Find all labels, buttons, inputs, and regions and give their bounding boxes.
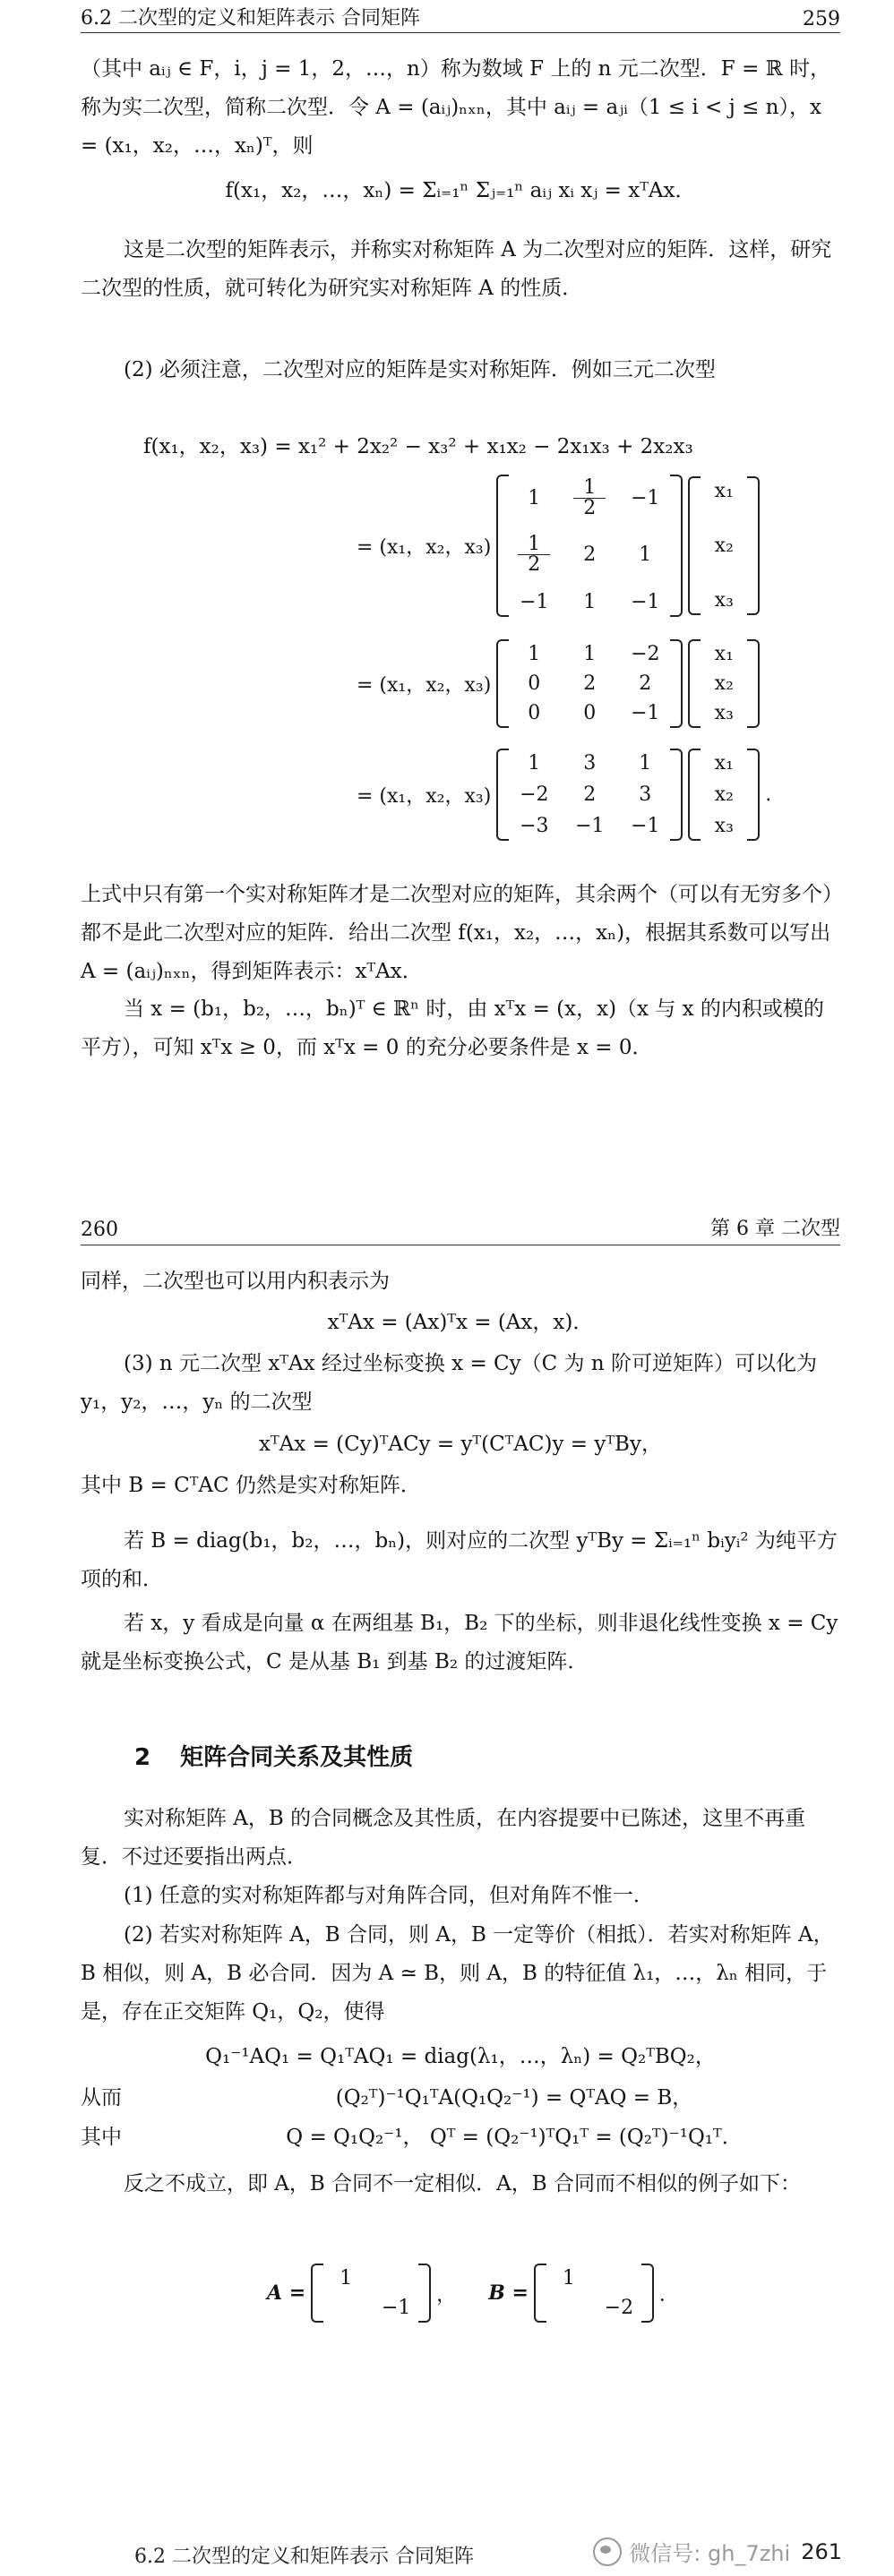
matrix-cell: 0 — [528, 672, 541, 695]
matrix-cell: 1 — [639, 543, 652, 566]
matrix-b — [534, 2264, 654, 2323]
paragraph-concept: 实对称矩阵 A，B 的合同概念及其性质，在内容提要中已陈述，这里不再重复．不过还要指出两点． — [81, 1807, 806, 1869]
next-page-header — [134, 2541, 474, 2569]
equation-thus: (Q₂ᵀ)⁻¹Q₁ᵀA(Q₁Q₂⁻¹) = QᵀAQ = B， — [335, 2086, 693, 2110]
matrix-cell: 1 — [340, 2267, 353, 2289]
vector-cell: x₂ — [714, 672, 734, 695]
matrix-product-1 — [357, 475, 760, 617]
equation-where: Q = Q₁Q₂⁻¹， Qᵀ = (Q₂⁻¹)ᵀQ₁ᵀ = (Q₂ᵀ)⁻¹Q₁ᵀ． — [286, 2126, 743, 2149]
matrix-cell: 1 — [562, 2267, 575, 2289]
matrix-cell: −1 — [631, 815, 660, 837]
matrix-cell: −1 — [631, 591, 660, 613]
end-dot: . — [765, 783, 772, 806]
paragraph-point-1: (1) 任意的实对称矩阵都与对角阵合同，但对角阵不惟一． — [124, 1884, 654, 1907]
paragraph-point-2: (2) 若实对称矩阵 A，B 合同，则 A，B 一定等价（相抵）．若实对称矩阵 A，B 相似，则 A，B 必合同．因为 A ≃ B，则 A，B 的特征值 λ₁，…，λₙ 相同，于是，存在正交矩阵 Q₁，Q₂，使得 — [81, 1923, 834, 2024]
matrix-cell: 1 — [528, 752, 541, 775]
column-vector — [688, 639, 760, 728]
matrix-cell: 1 — [639, 752, 652, 775]
running-header — [81, 1211, 840, 1241]
label-thus: 从而 — [81, 2086, 122, 2110]
matrix-cell: 2 — [583, 783, 597, 806]
matrix-cell: −1 — [520, 591, 549, 613]
paragraph-3: (3) n 元二次型 xᵀAx 经过坐标变换 x = Cy（C 为 n 阶可逆矩阵）可以化为 y₁，y₂，…，yₙ 的二次型 — [81, 1352, 817, 1414]
watermark-text: 微信号: gh_7zhi — [629, 2541, 791, 2566]
equation-ternary-form: f(x₁，x₂，x₃) = x₁² + 2x₂² − x₃² + x₁x₂ − 2x₁x₃ + 2x₂x₃ — [143, 435, 693, 458]
upper-matrix — [496, 639, 683, 728]
matrix-cell: 2 — [583, 543, 597, 566]
matrix-cell: 3 — [639, 783, 652, 806]
matrix-cell: −1 — [575, 815, 605, 837]
matrix-cell: −1 — [631, 702, 660, 724]
section-number: 2 — [134, 1744, 151, 1771]
matrix-cell-fraction: $\frac{1}{2}$ — [516, 535, 552, 575]
equation-inner-product: xᵀAx = (Ax)ᵀx = (Ax，x)． — [327, 1311, 594, 1334]
paragraph-likewise: 同样，二次型也可以用内积表示为 — [81, 1270, 390, 1293]
equation-where-row — [81, 2118, 840, 2157]
matrix-cell: 1 — [583, 643, 597, 665]
footer-page-number: 261 — [801, 2538, 842, 2564]
matrix-cell: −3 — [520, 815, 549, 837]
wechat-icon — [593, 2537, 622, 2566]
paragraph-real-form: （其中 aᵢⱼ ∈ F，i，j = 1，2，…，n）称为数域 F 上的 n 元二次型．F = ℝ 时，称为实二次型，简称二次型．令 A = (aᵢⱼ)ₙₓₙ，其中 aᵢⱼ = aⱼᵢ（1 ≤ i < j ≤ n），x = (x₁，x₂，…，xₙ)ᵀ，则 — [81, 57, 831, 158]
vector-cell: x₁ — [714, 643, 734, 665]
vector-cell: x₃ — [714, 589, 734, 612]
paragraph-coordinates: 若 x，y 看成是向量 α 在两组基 B₁，B₂ 下的坐标，则非退化线性变换 x = Cy 就是坐标变换公式，C 是从基 B₁ 到基 B₂ 的过渡矩阵． — [81, 1612, 838, 1673]
page-number: 260 — [81, 1219, 118, 1241]
row-prefix: = (x₁，x₂，x₃) — [357, 536, 492, 559]
matrix-cell: −2 — [520, 783, 549, 806]
matrix-a — [311, 2264, 431, 2323]
general-matrix — [496, 749, 683, 841]
matrix-product-2 — [357, 639, 760, 728]
matrix-a-label: A = — [267, 2281, 306, 2305]
matrix-cell: 0 — [528, 702, 541, 724]
vector-cell: x₃ — [714, 702, 734, 724]
header-right: 第 6 章 二次型 — [710, 1218, 840, 1240]
matrix-cell: −1 — [631, 487, 660, 509]
paragraph-matrix-representation: 这是二次型的矩阵表示，并称实对称矩阵 A 为二次型对应的矩阵．这样，研究二次型的性质，就可转化为研究实对称矩阵 A 的性质． — [81, 238, 832, 300]
matrix-cell-fraction: $\frac{1}{2}$ — [572, 478, 607, 518]
paragraph-b: 其中 B = CᵀAC 仍然是实对称矩阵． — [81, 1474, 421, 1497]
example-matrices — [267, 2264, 679, 2323]
paragraph-diag: 若 B = diag(b₁，b₂，…，bₙ)，则对应的二次型 yᵀBy = Σᵢ₌₁ⁿ bᵢyᵢ² 为纯平方项的和． — [81, 1529, 838, 1591]
matrix-cell: 2 — [639, 672, 652, 695]
vector-cell: x₂ — [714, 783, 734, 806]
matrix-cell: 3 — [583, 752, 597, 775]
row-prefix: = (x₁，x₂，x₃) — [357, 785, 492, 808]
paragraph-inner-product: 当 x = (b₁，b₂，…，bₙ)ᵀ ∈ ℝⁿ 时，由 xᵀx = (x，x)（x 与 x 的内积或模的平方），可知 xᵀx ≥ 0，而 xᵀx = 0 的充分必要条件是 x = 0． — [81, 997, 824, 1059]
section-heading — [134, 1739, 413, 1772]
running-header — [81, 0, 840, 30]
row-prefix: = (x₁，x₂，x₃) — [357, 674, 492, 697]
column-vector — [688, 476, 760, 615]
vector-cell: x₁ — [714, 480, 734, 502]
vector-cell: x₃ — [714, 815, 734, 837]
matrix-cell: 1 — [528, 487, 541, 509]
header-rule — [81, 32, 840, 33]
matrix-cell: −1 — [381, 2297, 411, 2319]
matrix-cell: 2 — [583, 672, 597, 695]
footer-text: 6.2 二次型的定义和矩阵表示 合同矩阵 — [134, 2546, 474, 2568]
label-where: 其中 — [81, 2126, 122, 2149]
matrix-cell: 1 — [583, 591, 597, 613]
paragraph-note-2: (2) 必须注意，二次型对应的矩阵是实对称矩阵．例如三元二次型 — [124, 358, 716, 381]
matrix-cell: 1 — [528, 643, 541, 665]
watermark — [593, 2536, 842, 2567]
matrix-cell: 0 — [583, 702, 597, 724]
section-title: 矩阵合同关系及其性质 — [180, 1744, 414, 1771]
end-mark: ． — [658, 2283, 679, 2306]
column-vector — [688, 749, 760, 841]
separator: ， — [436, 2283, 457, 2306]
matrix-product-3 — [357, 749, 771, 841]
matrix-b-label: B = — [488, 2281, 529, 2305]
paragraph-converse: 反之不成立，即 A，B 合同不一定相似．A，B 合同而不相似的例子如下： — [124, 2172, 801, 2195]
symmetric-matrix — [496, 475, 683, 617]
matrix-cell: −2 — [604, 2297, 634, 2319]
equation-thus-row — [81, 2079, 840, 2118]
matrix-cell: −2 — [631, 643, 660, 665]
equation-orthogonal: Q₁⁻¹AQ₁ = Q₁ᵀAQ₁ = diag(λ₁，…，λₙ) = Q₂ᵀBQ₂， — [205, 2045, 716, 2068]
paragraph-only-first: 上式中只有第一个实对称矩阵才是二次型对应的矩阵，其余两个（可以有无穷多个）都不是此二次型对应的矩阵．给出二次型 f(x₁，x₂，…，xₙ)，根据其系数可以写出 A = (aᵢⱼ)ₙₓₙ，得到矩阵表示：xᵀAx． — [81, 883, 833, 983]
equation-coordinate-change: xᵀAx = (Cy)ᵀACy = yᵀ(CᵀAC)y = yᵀBy， — [259, 1433, 662, 1456]
equation-double-sum: f(x₁，x₂，…，xₙ) = Σᵢ₌₁ⁿ Σⱼ₌₁ⁿ aᵢⱼ xᵢ xⱼ = xᵀAx． — [225, 179, 696, 202]
page-number: 259 — [803, 8, 840, 30]
vector-cell: x₁ — [714, 752, 734, 775]
header-left: 6.2 二次型的定义和矩阵表示 合同矩阵 — [81, 7, 420, 30]
vector-cell: x₂ — [714, 535, 734, 557]
